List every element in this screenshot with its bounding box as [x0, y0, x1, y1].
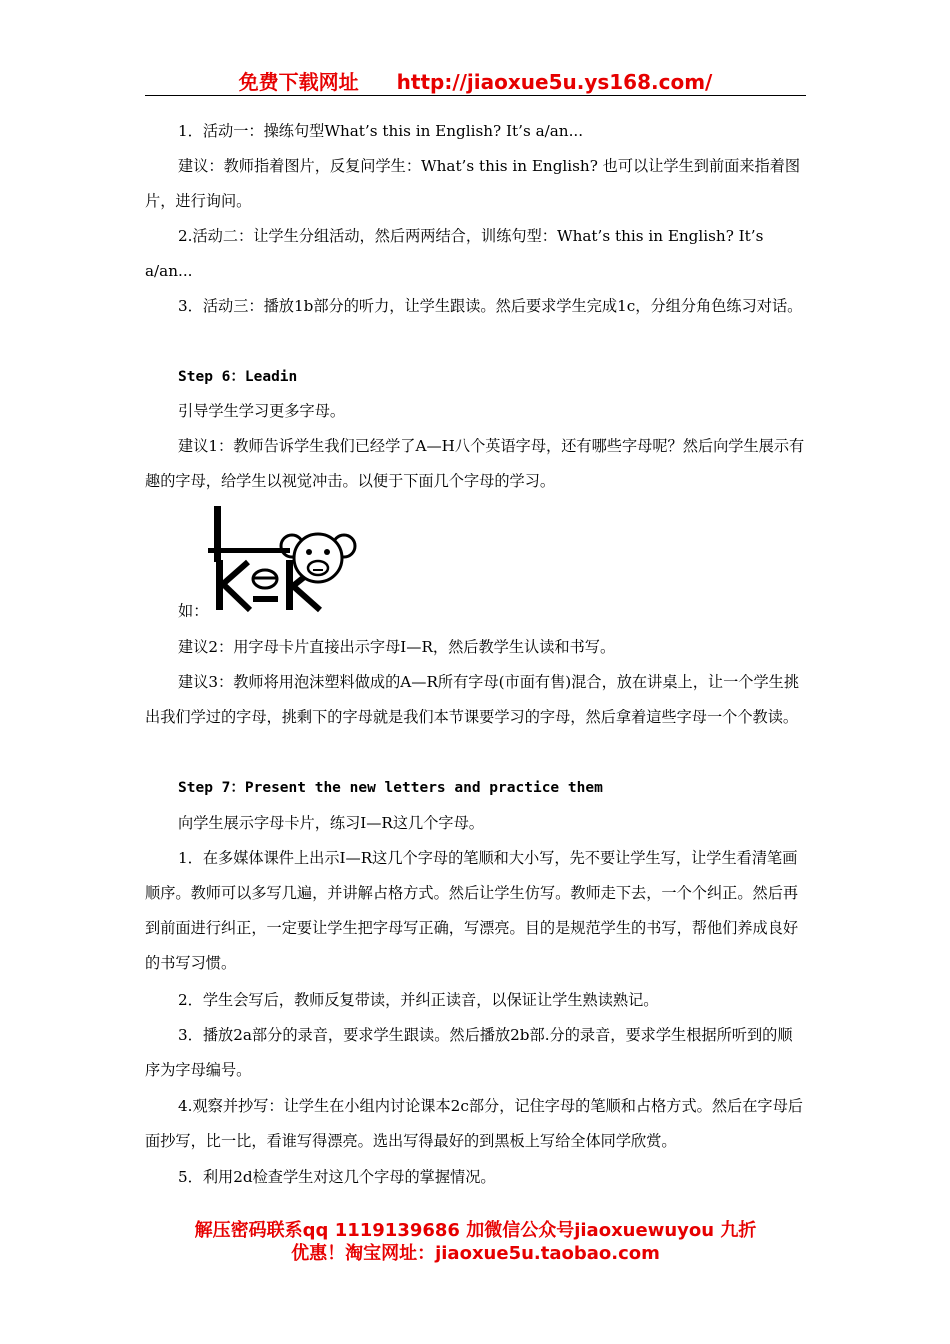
header-rule: [145, 95, 806, 96]
paragraph-item-5: 5．利用2d检查学生对这几个字母的掌握情况。: [178, 1168, 496, 1186]
paragraph-item-2: 2．学生会写后，教师反复带读，并纠正读音，以保证让学生熟读熟记。: [178, 991, 659, 1009]
footer-line-1: 解压密码联系qq 1119139686 加微信公众号jiaoxuewuyou 九折: [194, 1220, 757, 1241]
paragraph-item-4: 4.观察并抄写：让学生在小组内讨论课本2c部分，记住字母的笔顺和占格方式。然后在字母后面抄写，比一比，看谁写得漂亮。选出写得最好的到黑板上写给全体同学欣赏。: [145, 1097, 803, 1150]
paragraph-suggestion-1: 建议：教师指着图片，反复问学生：What’s this in English? 也可以让学生到前面来指着图片，进行询问。: [145, 157, 801, 210]
paragraph-item-3: 3．播放2a部分的录音，要求学生跟读。然后播放2b部.分的录音，要求学生根据所听到的顺序为字母编号。: [145, 1026, 793, 1079]
figure-label: 如：: [178, 602, 209, 620]
step-7-heading: Step 7：Present the new letters and practice them: [178, 780, 603, 796]
header-label: 免费下载网址: [238, 70, 359, 94]
paragraph-item-1: 1．在多媒体课件上出示I—R这几个字母的笔顺和大小写，先不要让学生写，让学生看清笔画顺序。教师可以多写几遍，并讲解占格方式。然后让学生仿写。教师走下去，一个个纠正。然后再到前面进行纠正，一定要让学生把字母写正确，写漂亮。目的是规范学生的书写，帮他们养成良好的书写习惯。: [145, 849, 799, 972]
paragraph-activity-2: 2.活动二：让学生分组活动，然后两两结合，训练句型：What’s this in English? It’s a/an...: [145, 227, 764, 280]
header-url-link[interactable]: http://jiaoxue5u.ys168.com/: [396, 70, 713, 94]
paragraph-activity-3: 3．活动三：播放1b部分的听力，让学生跟读。然后要求学生完成1c，分组分角色练习对话。: [178, 297, 803, 315]
paragraph-suggestion-2: 建议2：用字母卡片直接出示字母I—R，然后教学生认读和书写。: [178, 638, 616, 656]
letters-illustration: [208, 504, 358, 616]
paragraph-activity-1: 1．活动一：操练句型What’s this in English? It’s a/an...: [178, 122, 584, 140]
paragraph-leadin: 引导学生学习更多字母。: [178, 402, 346, 420]
header-banner: [145, 66, 806, 95]
step-6-heading: Step 6：Leadin: [178, 369, 298, 385]
paragraph-suggestion-3: 建议3：教师将用泡沫塑料做成的A—R所有字母(市面有售)混合，放在讲桌上，让一个学生挑出我们学过的字母，挑剩下的字母就是我们本节课要学习的字母，然后拿着這些字母一个个教读。: [145, 673, 800, 726]
paragraph-show-cards: 向学生展示字母卡片，练习I—R这几个字母。: [178, 814, 484, 832]
footer-line-2: 优惠！淘宝网址：jiaoxue5u.taobao.com: [291, 1243, 660, 1264]
paragraph-suggestion-leadin: 建议1：教师告诉学生我们已经学了A—H八个英语字母，还有哪些字母呢？然后向学生展示有趣的字母，给学生以视觉冲击。以便于下面几个字母的学习。: [145, 437, 805, 490]
